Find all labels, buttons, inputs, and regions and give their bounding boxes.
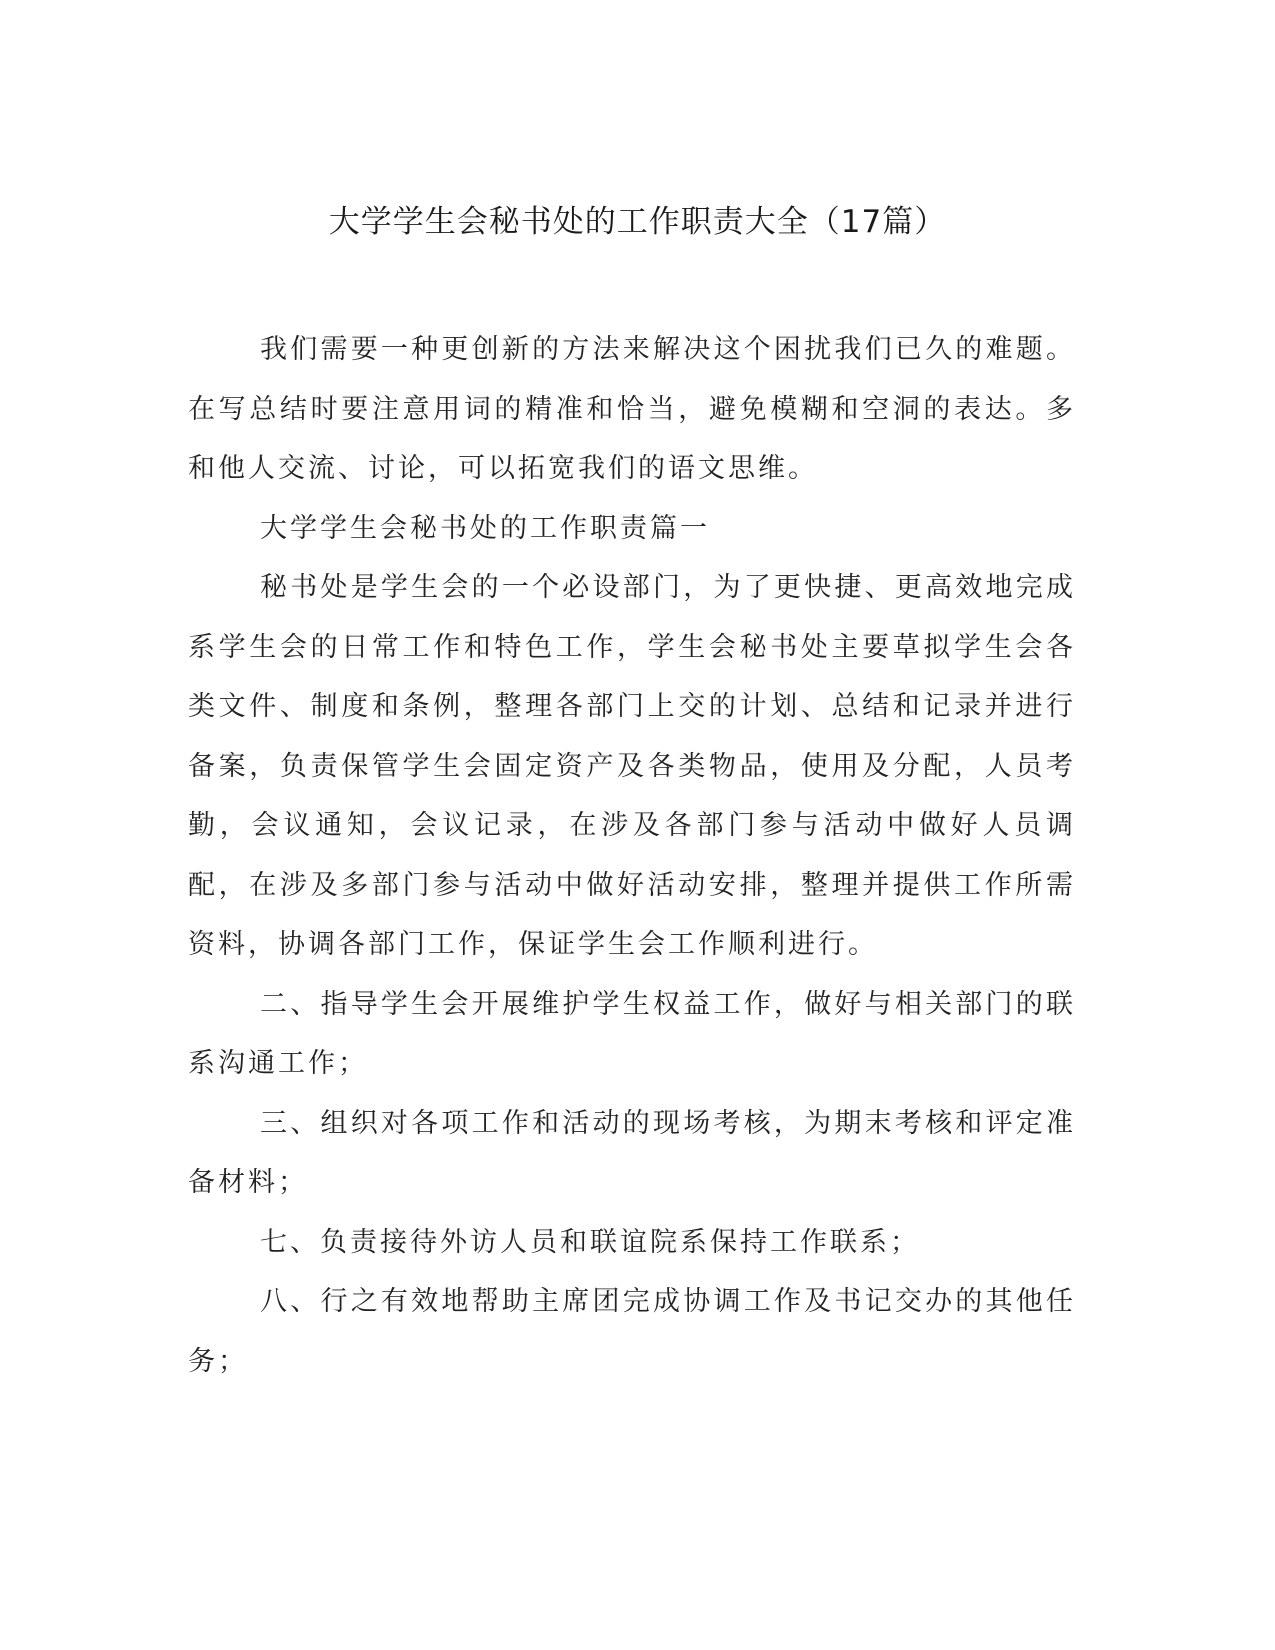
document-title: 大学学生会秘书处的工作职责大全（17篇） [328, 204, 947, 240]
list-item: 八、行之有效地帮助主席团完成协调工作及书记交办的其他任务； [188, 1286, 1076, 1377]
list-item: 二、指导学生会开展维护学生权益工作，做好与相关部门的联系沟通工作； [188, 988, 1076, 1079]
section-heading: 大学学生会秘书处的工作职责篇一 [260, 512, 710, 544]
list-item: 七、负责接待外访人员和联谊院系保持工作联系； [260, 1226, 920, 1258]
list-item: 三、组织对各项工作和活动的现场考核，为期末考核和评定准备材料； [188, 1107, 1076, 1198]
paragraph-duties: 秘书处是学生会的一个必设部门，为了更快捷、更高效地完成系学生会的日常工作和特色工作，学生会秘书处主要草拟学生会各类文件、制度和条例，整理各部门上交的计划、总结和记录并进行备案，负责保管学生会固定资产及各类物品，使用及分配，人员考勤，会议通知，会议记录，在涉及各部门参与活动中做好人员调配，在涉及多部门参与活动中做好活动安排，整理并提供工作所需资料，协调各部门工作，保证学生会工作顺利进行。 [188, 572, 1076, 960]
document-body [188, 320, 1076, 1391]
paragraph-intro: 我们需要一种更创新的方法来解决这个困扰我们已久的难题。在写总结时要注意用词的精准和恰当，避免模糊和空洞的表达。多和他人交流、讨论，可以拓宽我们的语文思维。 [188, 334, 1076, 484]
